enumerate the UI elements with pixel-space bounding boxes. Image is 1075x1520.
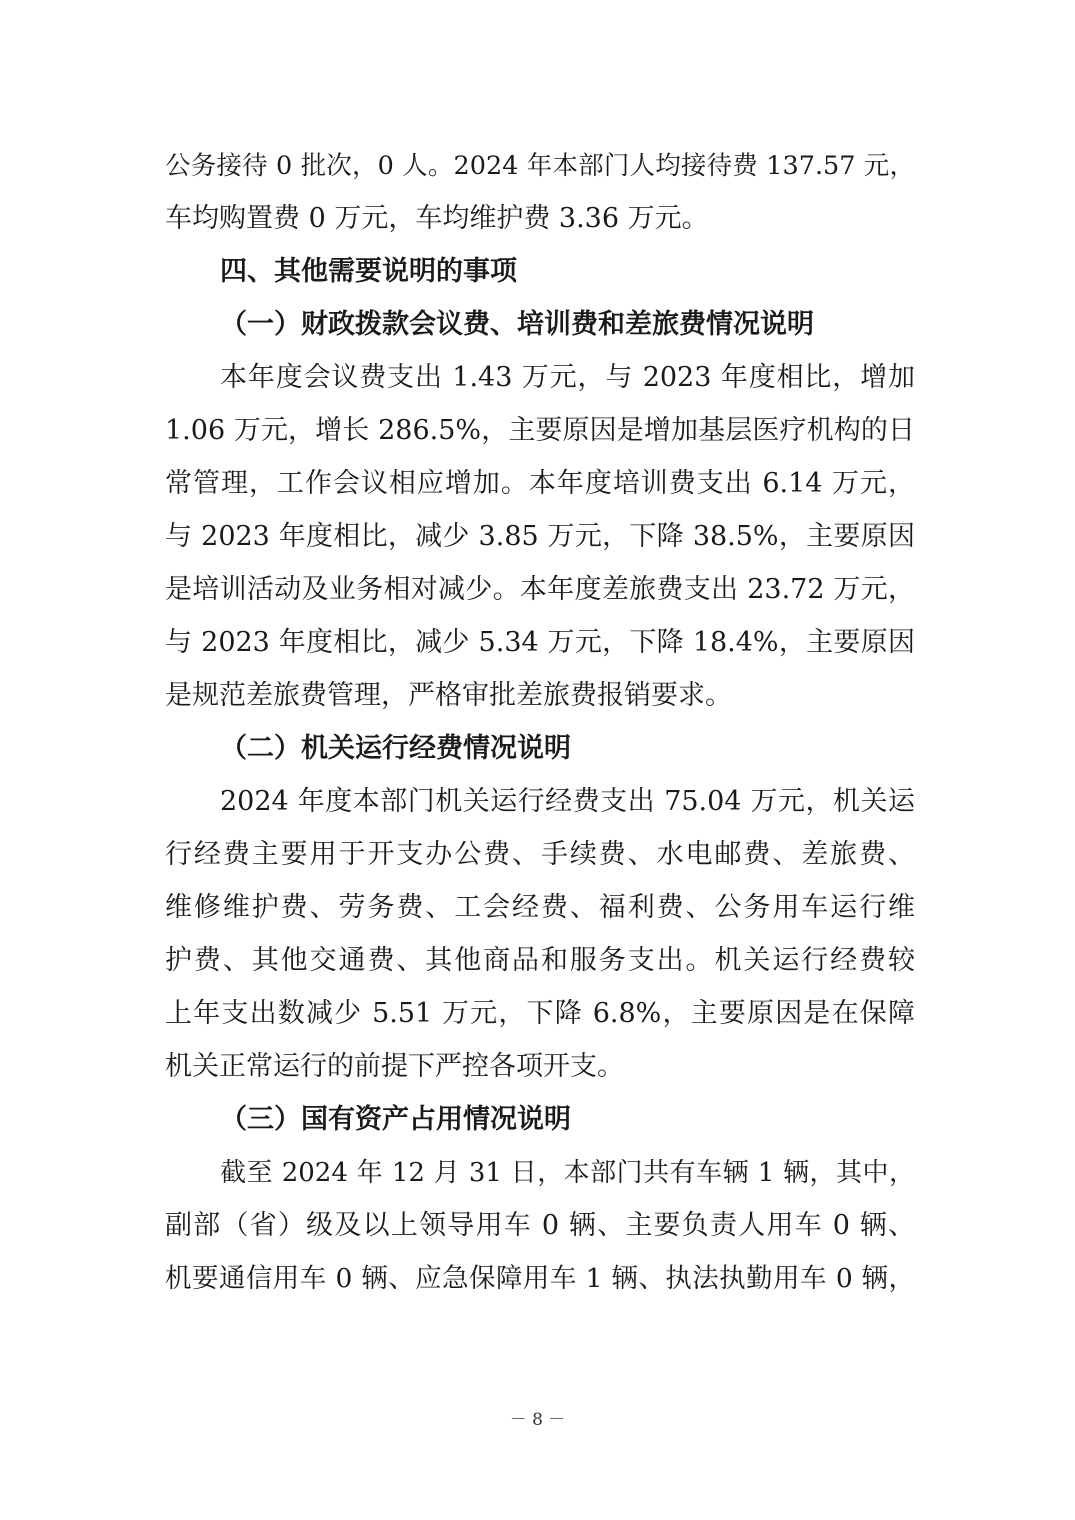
subsection-heading-1: （一）财政拨款会议费、培训费和差旅费情况说明 (220, 309, 814, 340)
body-line: 机要通信用车 0 辆、应急保障用车 1 辆、执法执勤用车 0 辆， (165, 1263, 915, 1294)
body-line: 截至 2024 年 12 月 31 日，本部门共有车辆 1 辆，其中， (220, 1158, 915, 1188)
subsection-heading-2: （二）机关运行经费情况说明 (220, 733, 571, 764)
body-line: 与 2023 年度相比，减少 3.85 万元，下降 38.5%，主要原因 (165, 521, 915, 552)
body-line: 机关正常运行的前提下严控各项开支。 (165, 1051, 624, 1082)
body-line: 副部（省）级及以上领导用车 0 辆、主要负责人用车 0 辆、 (165, 1210, 915, 1241)
body-line: 是培训活动及业务相对减少。本年度差旅费支出 23.72 万元， (165, 574, 915, 605)
body-line: 是规范差旅费管理，严格审批差旅费报销要求。 (165, 680, 732, 711)
body-line: 护费、其他交通费、其他商品和服务支出。机关运行经费较 (165, 945, 915, 976)
body-line: 车均购置费 0 万元，车均维护费 3.36 万元。 (165, 203, 709, 234)
body-line: 1.06 万元，增长 286.5%，主要原因是增加基层医疗机构的日 (165, 415, 915, 446)
subsection-heading-3: （三）国有资产占用情况说明 (220, 1104, 571, 1135)
body-line: 行经费主要用于开支办公费、手续费、水电邮费、差旅费、 (165, 839, 915, 870)
page-number: － 8 － (509, 1410, 566, 1430)
body-line: 2024 年度本部门机关运行经费支出 75.04 万元，机关运 (220, 786, 915, 817)
body-line: 常管理，工作会议相应增加。本年度培训费支出 6.14 万元， (165, 468, 915, 499)
body-line: 公务接待 0 批次，0 人。2024 年本部门人均接待费 137.57 元， (165, 151, 915, 181)
body-line: 与 2023 年度相比，减少 5.34 万元，下降 18.4%，主要原因 (165, 627, 915, 658)
body-line: 上年支出数减少 5.51 万元，下降 6.8%，主要原因是在保障 (165, 998, 915, 1029)
body-line: 维修维护费、劳务费、工会经费、福利费、公务用车运行维 (165, 892, 915, 923)
section-heading: 四、其他需要说明的事项 (220, 256, 517, 287)
body-line: 本年度会议费支出 1.43 万元，与 2023 年度相比，增加 (220, 362, 915, 393)
